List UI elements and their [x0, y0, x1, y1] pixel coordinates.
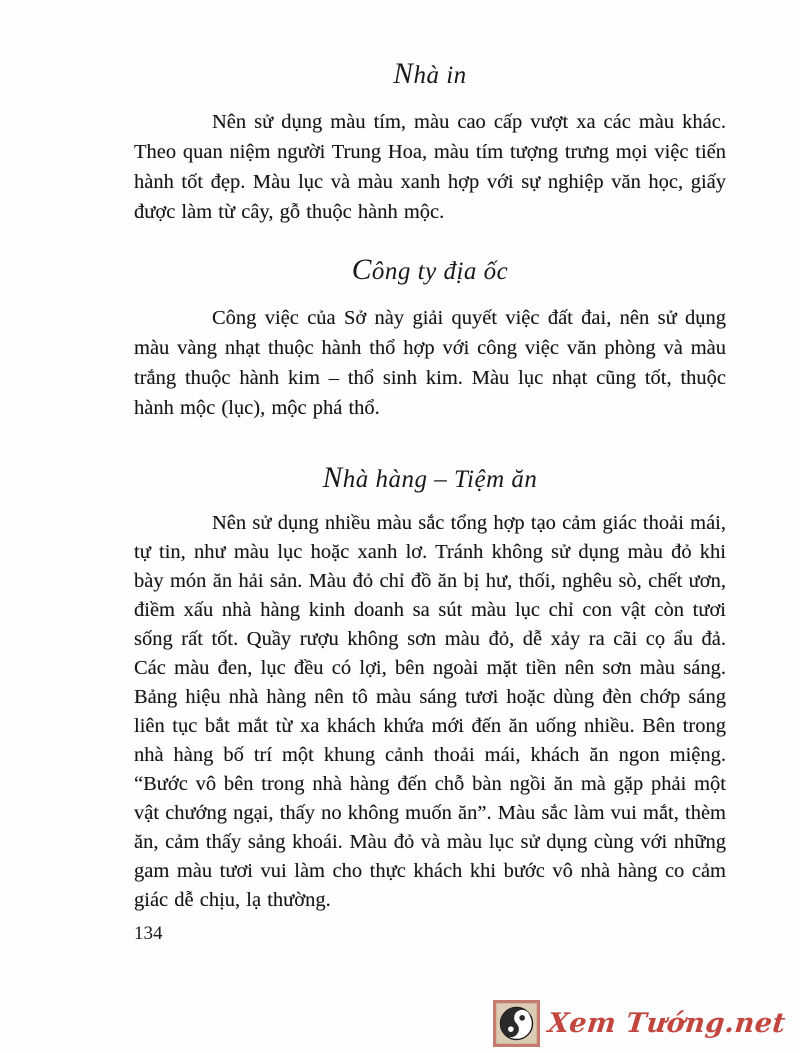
section-paragraph: Nên sử dụng màu tím, màu cao cấp vượt xa các màu khác. Theo quan niệm người Trung Hoa, màu tím tượng trưng mọi việc tiến hành tốt đẹp. Màu lục và màu xanh hợp với sự nghiệp văn học, giấy được làm từ cây, gỗ thuộc hành mộc. — [134, 111, 726, 223]
watermark — [493, 1000, 786, 1047]
yin-yang-icon — [493, 1000, 540, 1047]
watermark-text: Xem Tướng.net — [546, 1008, 788, 1039]
section-paragraph: Nên sử dụng nhiều màu sắc tổng hợp tạo cảm giác thoải mái, tự tin, như màu lục hoặc xanh lơ. Tránh không sử dụng màu đỏ khi bày món ăn hải sản. Màu đỏ chỉ đồ ăn bị hư, thối, nghêu sò, chết ươn, điềm xấu nhà hàng kinh doanh sa sút màu lục chỉ con vật còn tươi sống rất tốt. Quầy rượu không sơn màu đỏ, dễ xảy ra cãi cọ ẩu đả. Các màu đen, lục đều có lợi, bên ngoài mặt tiền nên sơn màu sáng. Bảng hiệu nhà hàng nên tô màu sáng tươi hoặc dùng đèn chớp sáng liên tục bắt mắt từ xa khách khứa mới đến ăn uống nhiều. Bên trong nhà hàng bố trí một khung cảnh thoải mái, khách ăn ngon miệng. “Bước vô bên trong nhà hàng đến chỗ bàn ngồi ăn mà gặp phải một vật chướng ngại, thấy no không muốn ăn”. Màu sắc làm vui mắt, thèm ăn, cảm thấy sảng khoái. Màu đỏ và màu lục sử dụng cùng với những gam màu tươi vui làm cho thực khách khi bước vô nhà hàng co cảm giác dễ chịu, lạ thường. — [134, 512, 726, 911]
text-column — [134, 0, 726, 945]
section-title-restaurant: Nhà hàng – Tiệm ăn — [322, 462, 538, 494]
page-number: 134 — [134, 923, 163, 944]
section-title-real-estate: Công ty địa ốc — [351, 254, 509, 286]
section-paragraph: Công việc của Sở này giải quyết việc đất đai, nên sử dụng màu vàng nhạt thuộc hành thổ hợp với công việc văn phòng và màu trắng thuộc hành kim – thổ sinh kim. Màu lục nhạt cũng tốt, thuộc hành mộc (lục), mộc phá thổ. — [134, 307, 726, 419]
section-title-printing-house: Nhà in — [393, 58, 467, 90]
